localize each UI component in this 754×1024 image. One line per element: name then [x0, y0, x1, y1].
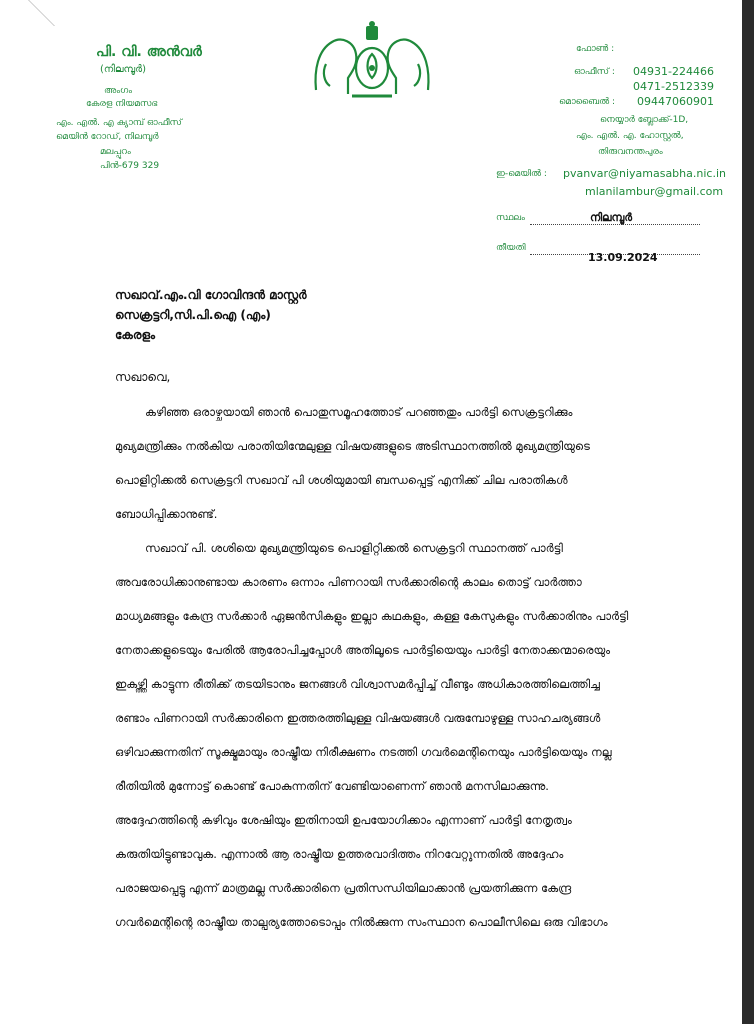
- letterhead-name: പി. വി. അൻവർ: [96, 44, 202, 60]
- letterhead-constituency: (നിലമ്പൂർ): [100, 64, 147, 75]
- body-line: ബോധിപ്പിക്കാനുണ്ട്.: [115, 507, 218, 521]
- hostel-city: തിരുവനന്തപുരം: [598, 147, 663, 157]
- body-line: മുഖ്യമന്ത്രിക്കും നൽകിയ പരാതിയിന്മേലുള്ള വിഷയങ്ങളുടെ അടിസ്ഥാനത്തിൽ മുഖ്യമന്ത്രിയുടെ: [115, 439, 590, 453]
- office-phone-2: 0471-2512339: [633, 80, 714, 93]
- hostel-name: എം. എൽ. എ. ഹോസ്റ്റൽ,: [576, 131, 684, 141]
- body-line: ഗവർമെന്റിന്റെ രാഷ്ട്രീയ താല്പര്യത്തോടൊപ്പം നിൽക്കുന്ന സംസ്ഥാന പൊലീസിലെ ഒരു വിഭാഗം: [115, 915, 608, 929]
- place-label: സ്ഥലം: [496, 213, 525, 223]
- mobile-number: 09447060901: [637, 95, 714, 108]
- letterhead-pin: പിൻ-679 329: [100, 161, 160, 171]
- addressee-state: കേരളം: [115, 328, 156, 342]
- body-line: അദ്ദേഹത്തിന്റെ കഴിവും ശേഷിയും ഇതിനായി ഉപയോഗിക്കാം എന്നാണ് പാർട്ടി നേതൃത്വം: [115, 813, 572, 827]
- letterhead-district: മലപ്പുറം: [100, 147, 131, 157]
- date-value: 13.09.2024: [588, 251, 658, 264]
- letterhead-assembly: കേരള നിയമസഭ: [86, 99, 158, 109]
- letterhead-office-line1: എം. എൽ. എ ക്യാമ്പ് ഓഫീസ്: [56, 118, 182, 128]
- body-line: കരുതിയിട്ടുണ്ടാവുക. എന്നാൽ ആ രാഷ്ട്രീയ ഉത്തരവാദിത്തം നിറവേറ്റുന്നതിൽ അദ്ദേഹം: [115, 847, 564, 861]
- body-line: ഇകഴ്ത്തി കാട്ടുന്ന രീതിക്ക് തടയിടാനും ജനങ്ങൾ വിശ്വാസമർപ്പിച്ച് വീണ്ടും അധികാരത്തിലെത്തിച്ച: [115, 677, 600, 691]
- addressee-title: സെക്രട്ടറി,സി.പി.ഐ (എം): [115, 308, 271, 322]
- place-value: നിലമ്പൂർ: [590, 211, 633, 224]
- salutation: സഖാവെ,: [115, 370, 171, 384]
- body-line: നേതാക്കളുടെയും പേരിൽ ആരോപിച്ചപ്പോൾ അതിലൂടെ പാർട്ടിയെയും പാർട്ടി നേതാക്കന്മാരെയും: [115, 643, 611, 657]
- body-line: കഴിഞ്ഞ ഒരാഴ്ചയായി ഞാൻ പൊതുസമൂഹത്തോട് പറഞ്ഞതും പാർട്ടി സെക്രട്ടറിക്കും: [145, 405, 573, 419]
- body-line: സഖാവ് പി. ശശിയെ മുഖ്യമന്ത്രിയുടെ പൊളിറ്റിക്കൽ സെക്രട്ടറി സ്ഥാനത്ത് പാർട്ടി: [145, 541, 563, 555]
- office-label: ഓഫീസ് :: [574, 67, 615, 77]
- page-corner-fold: [28, 0, 81, 26]
- email-secondary: mlanilambur@gmail.com: [585, 185, 724, 198]
- letterhead-office-line2: മെയിൻ റോഡ്, നിലമ്പൂർ: [56, 132, 159, 142]
- phone-label: ഫോൺ :: [576, 44, 615, 54]
- body-line: ഒഴിവാക്കുന്നതിന് സൂക്ഷ്മമായും രാഷ്ട്രീയ നിരീക്ഷണം നടത്തി ഗവർമെന്റിനെയും പാർട്ടിയെയും നല്ല: [115, 745, 612, 759]
- body-line: രീതിയിൽ മുന്നോട്ട് കൊണ്ട് പോകുന്നതിന് വേണ്ടിയാണെന്ന് ഞാൻ മനസിലാക്കുന്നു.: [115, 779, 549, 793]
- body-line: പൊളിറ്റിക്കൽ സെക്രട്ടറി സഖാവ് പി ശശിയുമായി ബന്ധപ്പെട്ട് എനിക്ക് ചില പരാതികൾ: [115, 473, 568, 487]
- email-primary: pvanvar@niyamasabha.nic.in: [563, 167, 726, 180]
- body-line: അവരോധിക്കാനുണ്ടായ കാരണം ഒന്നാം പിണറായി സർക്കാരിന്റെ കാലം തൊട്ട് വാർത്താ: [115, 575, 582, 589]
- body-line: മാധ്യമങ്ങളും കേന്ദ്ര സർക്കാർ ഏജൻസികളും ഇല്ലാ കഥകളും, കള്ള കേസുകളും സർക്കാരിനും പാർട്ടി: [115, 609, 629, 623]
- hostel-block: നെയ്യാർ ബ്ലോക്ക്-1D,: [600, 115, 689, 125]
- body-line: പരാജയപ്പെട്ടു എന്ന് മാത്രമല്ല സർക്കാരിനെ പ്രതിസന്ധിയിലാക്കാൻ പ്രയത്നിക്കുന്ന കേന്ദ്ര: [115, 881, 572, 895]
- email-label: ഇ-മെയിൽ :: [496, 169, 547, 179]
- mobile-label: മൊബൈൽ :: [559, 97, 616, 107]
- body-line: രണ്ടാം പിണറായി സർക്കാരിനെ ഇത്തരത്തിലുള്ള വിഷയങ്ങൾ വരുമ്പോഴുള്ള സാഹചര്യങ്ങൾ: [115, 711, 601, 725]
- office-phone-1: 04931-224466: [633, 65, 714, 78]
- kerala-emblem-icon: [308, 20, 436, 104]
- letterhead-role: അംഗം: [104, 86, 132, 96]
- date-label: തീയതി: [496, 243, 526, 253]
- addressee-name: സഖാവ്.എം.വി ഗോവിന്ദൻ മാസ്റ്റർ: [115, 288, 307, 302]
